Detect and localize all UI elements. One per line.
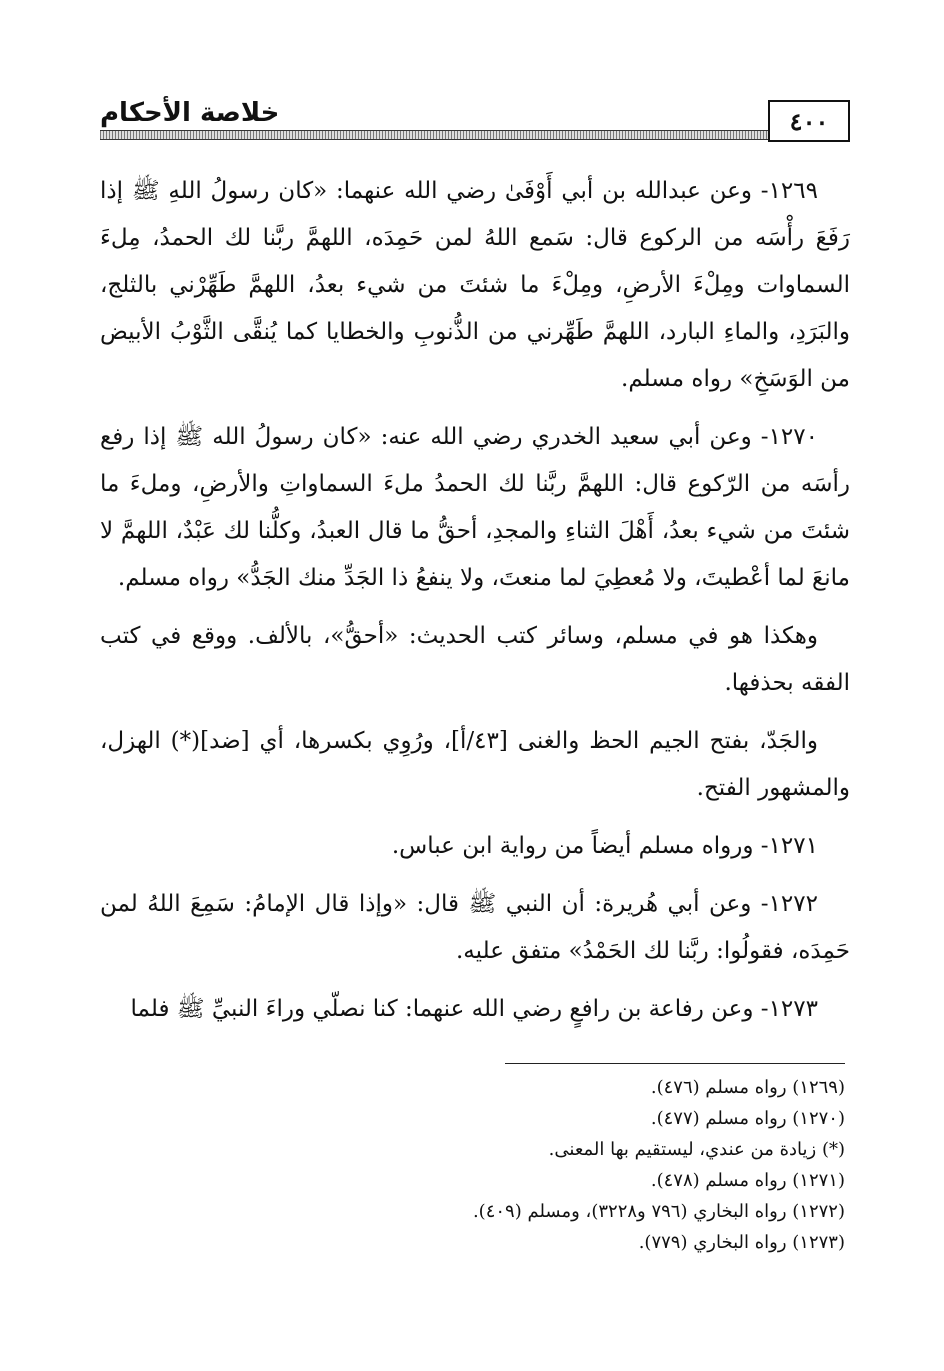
footnotes bbox=[100, 1072, 845, 1258]
footnote-star: (*) زيادة من عندي، ليستقيم بها المعنى. bbox=[548, 1139, 845, 1160]
hadith-1273: ١٢٧٣- وعن رفاعة بن رافعٍ رضي الله عنهما: كنا نصلّي وراءَ النبيِّ ﷺ فلما bbox=[130, 996, 818, 1022]
footnote-1272: (١٢٧٢) رواه البخاري (٧٩٦ و٣٢٢٨)، ومسلم (٤٠٩). bbox=[472, 1201, 845, 1222]
hadith-1270: ١٢٧٠- وعن أبي سعيد الخدري رضي الله عنه: «كان رسولُ الله ﷺ إذا رفع رأسَه من الرّكوع قال: اللهمَّ ربَّنا لك الحمدُ ملءَ السماواتِ والأرضِ، وملءَ ما شئتَ من شيء بعدُ، أَهْلَ الثناءِ والمجدِ، أحقُّ ما قال العبدُ، وكلُّنا لك عَبْدٌ، اللهمَّ لا مانعَ لما أعْطيتَ، ولا مُعطِيَ لما منعتَ، ولا ينفعُ ذا الجَدِّ منك الجَدُّ» رواه مسلم. bbox=[100, 424, 850, 591]
main-text bbox=[100, 168, 850, 1044]
commentary-ahaqq: وهكذا هو في مسلم، وسائر كتب الحديث: «أحقُّ»، بالألف. ووقع في كتب الفقه بحذفها. bbox=[100, 623, 850, 696]
hadith-1272: ١٢٧٢- وعن أبي هُريرة: أن النبي ﷺ قال: «وإذا قال الإمامُ: سَمِعَ اللهُ لمن حَمِدَه، فقولُوا: ربَّنا لك الحَمْدُ» متفق عليه. bbox=[100, 891, 850, 964]
commentary-jadd: والجَدّ، بفتح الجيم الحظ والغنى [٤٣/أ]، ورُوِي بكسرها، أي [ضد](*) الهزل، والمشهور الفتح. bbox=[100, 728, 850, 801]
footnote-divider bbox=[505, 1063, 845, 1064]
hadith-1271: ١٢٧١- ورواه مسلم أيضاً من رواية ابن عباس. bbox=[391, 833, 818, 859]
page-header bbox=[100, 92, 850, 150]
footnote-1271: (١٢٧١) رواه مسلم (٤٧٨). bbox=[650, 1170, 845, 1191]
header-rule bbox=[100, 130, 768, 140]
hadith-1269: ١٢٦٩- وعن عبدالله بن أبي أَوْفَىٰ رضي الله عنهما: «كان رسولُ اللهِ ﷺ إذا رَفَعَ رأْسَه من الركوع قال: سَمع اللهُ لمن حَمِدَه، اللهمَّ ربَّنا لك الحمدُ، مِلءَ السماوات ومِلْءَ الأرضِ، ومِلْءَ ما شئتَ من شيء بعدُ، اللهمَّ طَهِّرْني بالثلج، والبَرَدِ، والماءِ البارد، اللهمَّ طَهِّرني من الذُّنوبِ والخطايا كما يُنقَّى الثَّوْبُ الأبيض من الوَسَخِ» رواه مسلم. bbox=[100, 178, 850, 392]
footnote-1273: (١٢٧٣) رواه البخاري (٧٧٩). bbox=[638, 1232, 845, 1253]
book-title: خلاصة الأحكام bbox=[100, 98, 280, 128]
footnote-1270: (١٢٧٠) رواه مسلم (٤٧٧). bbox=[650, 1108, 845, 1129]
page-number: ٤٠٠ bbox=[768, 100, 850, 142]
footnote-1269: (١٢٦٩) رواه مسلم (٤٧٦). bbox=[650, 1077, 845, 1098]
